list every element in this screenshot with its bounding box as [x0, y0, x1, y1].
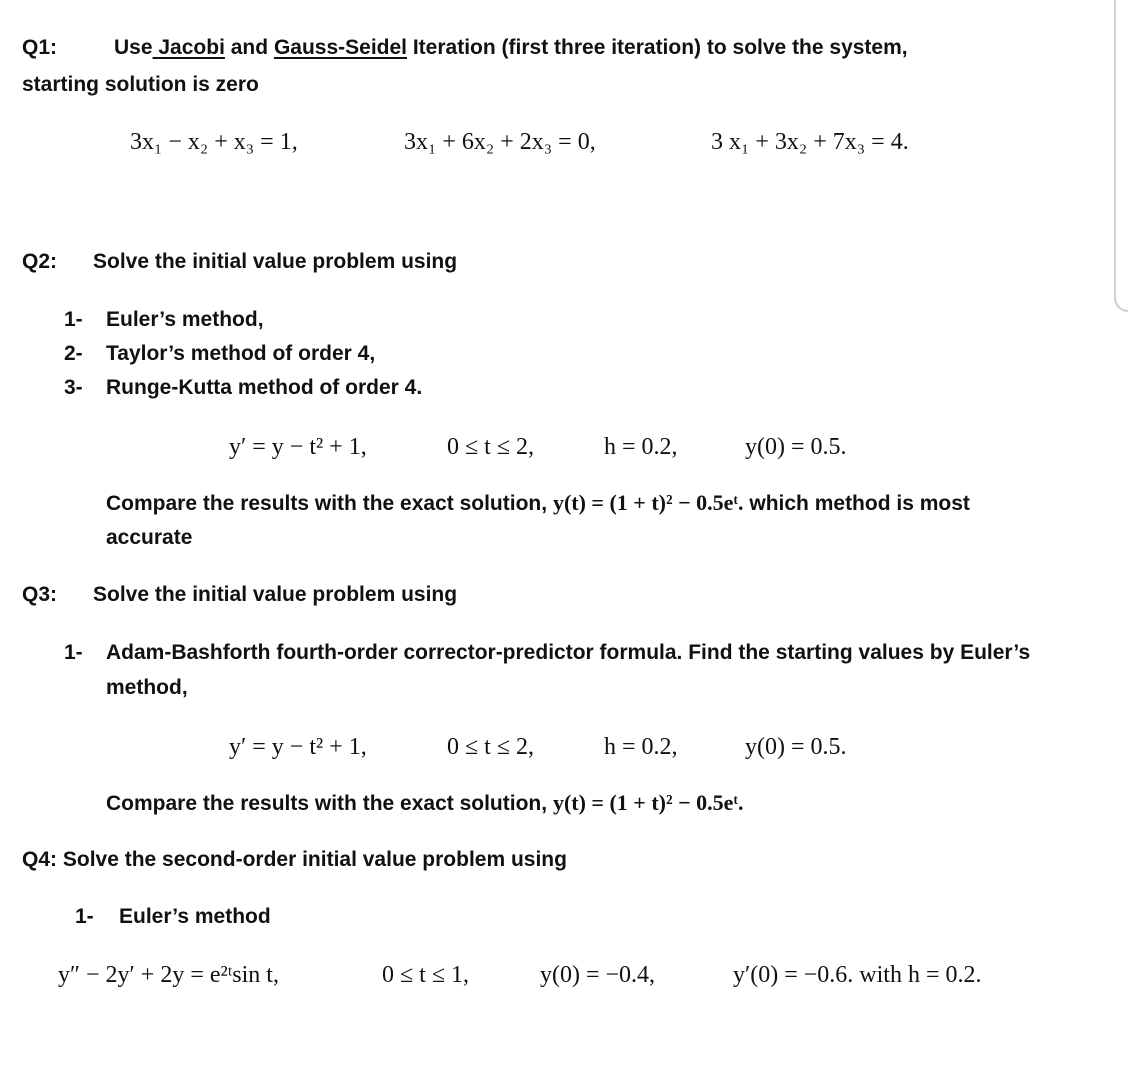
q3-item-line1: Adam-Bashforth fourth-order corrector-predictor formula. Find the starting values by Euler’s — [106, 641, 1031, 664]
q2-label: Q2: — [22, 250, 58, 273]
q2-heading: Solve the initial value problem using — [93, 250, 458, 273]
q2-item-3-num: 3- — [64, 376, 83, 399]
q2-exact-solution: y(t) = (1 + t)² − 0.5eᵗ. — [552, 490, 744, 515]
q3-label: Q3: — [22, 583, 58, 606]
q2-compare-pre: Compare the results with the exact solution, — [106, 492, 548, 515]
q4-heading: Solve the second-order initial value problem using — [62, 848, 567, 871]
q3-ode-equation: y′ = y − t² + 1, — [229, 734, 367, 760]
q4-heading-line — [22, 849, 567, 870]
q3-ode-initial: y(0) = 0.5. — [745, 734, 847, 760]
q4-ode-domain: 0 ≤ t ≤ 1, — [382, 962, 470, 988]
q2-item-2-num: 2- — [64, 342, 83, 365]
q4-ode-initial-dy: y′(0) = −0.6. with h = 0.2. — [733, 962, 982, 988]
q2-item-3-text: Runge-Kutta method of order 4. — [106, 376, 423, 399]
q2-ode-equation: y′ = y − t² + 1, — [229, 434, 367, 460]
q1-intro-pre: Use — [114, 36, 153, 59]
q2-compare-post: which method is most — [749, 492, 970, 515]
q3-compare-line — [106, 792, 744, 814]
q2-compare-line2: accurate — [106, 526, 193, 549]
q3-compare-pre: Compare the results with the exact solution, — [106, 792, 548, 815]
q3-item-line2: method, — [106, 676, 188, 699]
q2-compare-line — [106, 492, 970, 514]
q3-ode-step: h = 0.2, — [604, 734, 678, 760]
q4-ode-equation: y″ − 2y′ + 2y = e²ᵗsin t, — [58, 962, 279, 988]
q1-equation-2: 3x₁ + 6x₂ + 2x₃ = 0, — [404, 129, 596, 155]
q1-equation-1: 3x₁ − x₂ + x₃ = 1, — [130, 129, 298, 155]
q2-ode-domain: 0 ≤ t ≤ 2, — [447, 434, 535, 460]
q3-ode-domain: 0 ≤ t ≤ 2, — [447, 734, 535, 760]
q1-intro-line — [114, 37, 908, 58]
q4-ode-initial-y: y(0) = −0.4, — [540, 962, 656, 988]
q1-method-gauss-seidel: Gauss-Seidel — [273, 36, 407, 59]
q1-line2: starting solution is zero — [22, 73, 259, 96]
q4-item-text: Euler’s method — [119, 905, 271, 928]
q1-equation-3: 3 x₁ + 3x₂ + 7x₃ = 4. — [711, 129, 909, 155]
q2-ode-initial: y(0) = 0.5. — [745, 434, 847, 460]
q2-item-2-text: Taylor’s method of order 4, — [106, 342, 376, 365]
q4-label: Q4: — [22, 848, 58, 871]
page-scroll-edge[interactable] — [1114, 0, 1128, 312]
q1-label: Q1: — [22, 36, 58, 59]
q2-item-1-text: Euler’s method, — [106, 308, 264, 331]
q4-item-num: 1- — [75, 905, 94, 928]
q3-item-num: 1- — [64, 641, 83, 664]
q1-intro-post: Iteration (first three iteration) to solve the system, — [412, 36, 908, 59]
q3-heading: Solve the initial value problem using — [93, 583, 458, 606]
q2-item-1-num: 1- — [64, 308, 83, 331]
q1-and: and — [230, 36, 269, 59]
q3-exact-solution: y(t) = (1 + t)² − 0.5eᵗ. — [552, 790, 744, 815]
q2-ode-step: h = 0.2, — [604, 434, 678, 460]
q1-method-jacobi: Jacobi — [158, 36, 225, 59]
